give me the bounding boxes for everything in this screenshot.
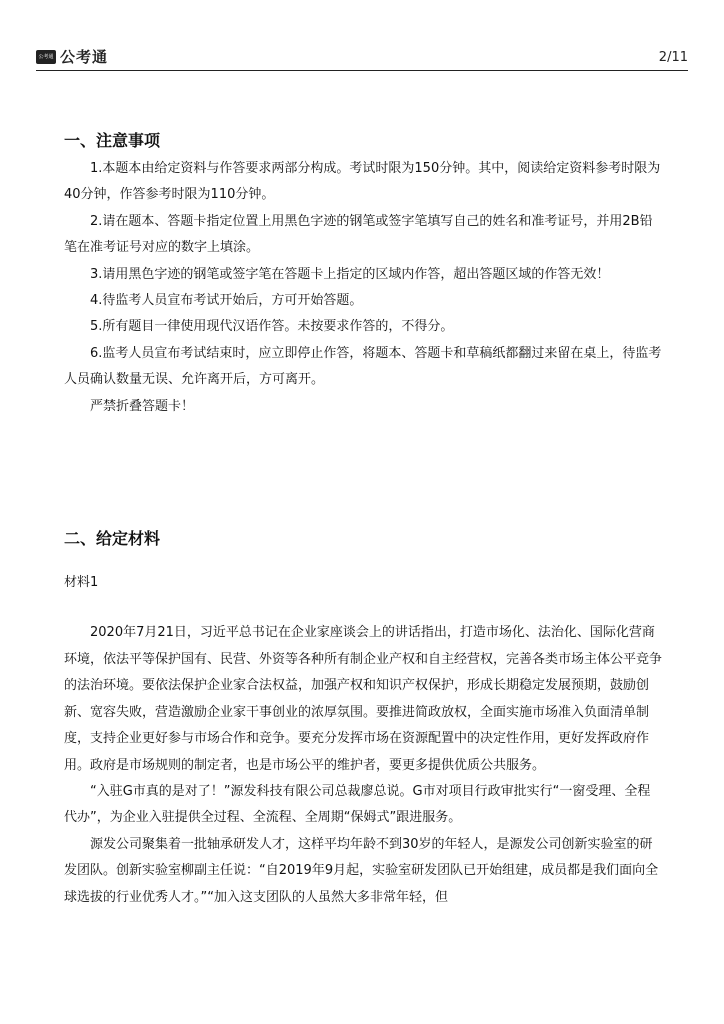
material-paragraph: 2020年7月21日，习近平总书记在企业家座谈会上的讲话指出，打造市场化、法治化、国际化营商环境，依法平等保护国有、民营、外资等各种所有制企业产权和自主经营权，完善各类市场主体公平竞争的法治环境。要依法保护企业家合法权益，加强产权和知识产权保护，形成长期稳定发展预期，鼓励创新、宽容失败，营造激励企业家干事创业的浓厚氛围。要推进简政放权，全面实施市场准入负面清单制度，支持企业更好参与市场合作和竞争。要充分发挥市场在资源配置中的决定性作用，更好发挥政府作用。政府是市场规则的制定者，也是市场公平的维护者，要更多提供优质公共服务。	[64, 625, 663, 773]
material-paragraph: “入驻G市真的是对了！”源发科技有限公司总裁廖总说。G市对项目行政审批实行“一窗受理、全程代办”，为企业入驻提供全过程、全流程、全周期“保姆式”跟进服务。	[64, 783, 651, 826]
note-paragraph: 5.所有题目一律使用现代汉语作答。未按要求作答的，不得分。	[90, 319, 454, 335]
note-paragraph: 6.监考人员宣布考试结束时，应立即停止作答，将题本、答题卡和草稿纸都翻过来留在桌上，待监考人员确认数量无误、允许离开后，方可离开。	[64, 345, 662, 388]
page-header	[36, 44, 688, 71]
document-body	[64, 126, 662, 911]
page-number: 2/11	[658, 50, 688, 65]
material-label: 材料1	[64, 575, 99, 591]
logo-icon: 公考通	[36, 50, 56, 64]
logo-text: 公考通	[60, 48, 109, 66]
note-paragraph: 4.待监考人员宣布考试开始后，方可开始答题。	[90, 293, 363, 309]
note-paragraph: 严禁折叠答题卡！	[90, 398, 195, 414]
logo	[36, 46, 108, 67]
section-title-notes: 一、注意事项	[64, 131, 161, 150]
material-paragraph: 源发公司聚集着一批轴承研发人才，这样平均年龄不到30岁的年轻人，是源发公司创新实验室的研发团队。创新实验室柳副主任说：“自2019年9月起，实验室研发团队已开始组建，成员都是我们面向全球选拔的行业优秀人才。”“加入这支团队的人虽然大多非常年轻，但	[64, 836, 659, 905]
note-paragraph: 2.请在题本、答题卡指定位置上用黑色字迹的钢笔或签字笔填写自己的姓名和准考证号，并用2B铅笔在准考证号对应的数字上填涂。	[64, 213, 653, 256]
note-paragraph: 3.请用黑色字迹的钢笔或签字笔在答题卡上指定的区域内作答，超出答题区域的作答无效！	[90, 266, 610, 282]
section-title-materials: 二、给定材料	[64, 529, 161, 549]
note-paragraph: 1.本题本由给定资料与作答要求两部分构成。考试时限为150分钟。其中，阅读给定资料参考时限为40分钟，作答参考时限为110分钟。	[64, 161, 661, 203]
